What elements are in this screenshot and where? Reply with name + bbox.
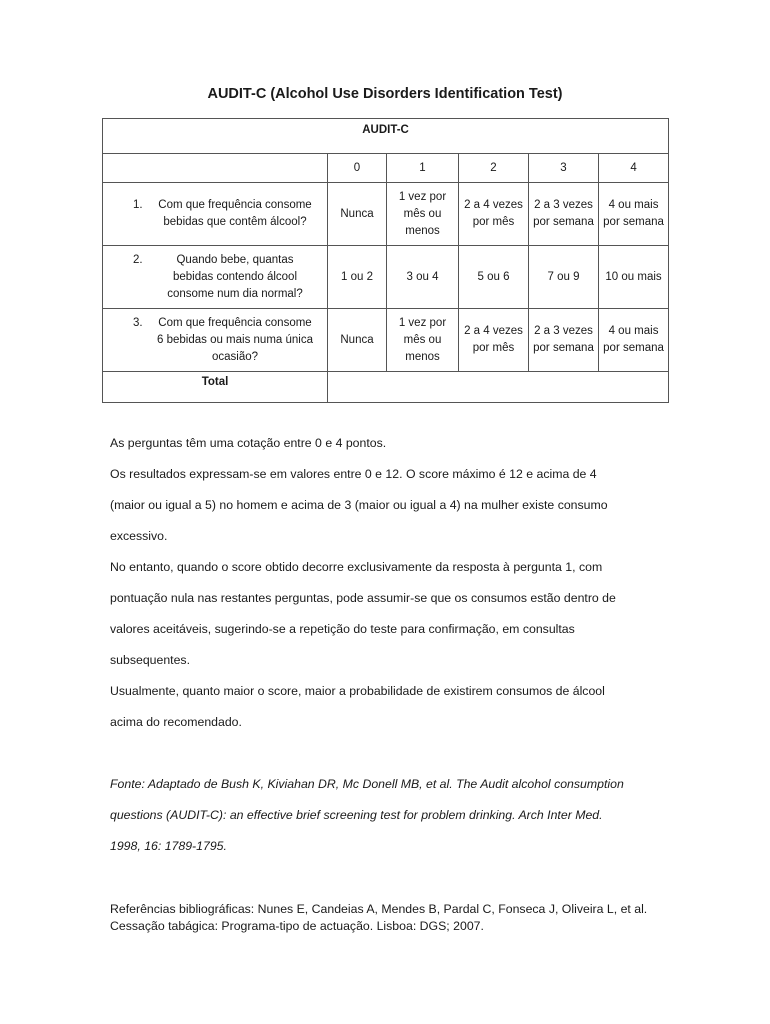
paragraph-results-line-3: excessivo. [110,529,168,543]
question-3-number: 3. [133,316,143,329]
question-1 [103,183,328,246]
paragraph-exception-line-1: No entanto, quando o score obtido decorre exclusivamente da resposta à pergunta 1, com [110,560,603,574]
score-header-0: 0 [328,154,387,183]
paragraph-exception-line-3: valores aceitáveis, sugerindo-se a repetição do teste para confirmação, em consultas [110,622,575,636]
answer-cell: Nunca [328,309,387,372]
question-1-text: Com que frequência consome bebidas que contêm álcool? [158,199,312,228]
paragraph-exception-line-4: subsequentes. [110,653,190,667]
references-line-2: Cessação tabágica: Programa-tipo de actuação. Lisboa: DGS; 2007. [110,919,484,933]
total-label: Total [103,372,328,403]
source-line-3: 1998, 16: 1789-1795. [110,839,227,853]
answer-cell: 4 ou mais por semana [599,183,669,246]
question-row-3 [103,309,669,372]
score-header-blank [103,154,328,183]
answer-cell: 1 vez por mês ou menos [387,309,459,372]
answer-cell: 2 a 4 vezes por mês [459,309,529,372]
score-header-4: 4 [599,154,669,183]
paragraph-scoring-range: As perguntas têm uma cotação entre 0 e 4 pontos. [110,436,387,450]
question-2-text: Quando bebe, quantas bebidas contendo álcool consome num dia normal? [167,253,303,300]
table-caption-row [103,119,669,154]
total-row [103,372,669,403]
question-1-number: 1. [133,199,143,211]
paragraph-usually-line-2: acima do recomendado. [110,715,242,729]
paragraph-usually-line-1: Usualmente, quanto maior o score, maior a probabilidade de existirem consumos de álcool [110,684,605,698]
answer-cell: Nunca [328,183,387,246]
total-value-cell [328,372,669,403]
score-header-2: 2 [459,154,529,183]
paragraph-exception-line-2: pontuação nula nas restantes perguntas, pode assumir-se que os consumos estão dentro de [110,591,616,605]
answer-cell: 2 a 3 vezes por semana [529,183,599,246]
score-header-3: 3 [529,154,599,183]
table-caption: AUDIT-C [103,119,669,154]
score-header-row [103,154,669,183]
paragraph-results-line-2: (maior ou igual a 5) no homem e acima de 3 (maior ou igual a 4) na mulher existe consumo [110,498,608,512]
question-2 [103,246,328,309]
answer-cell: 1 vez por mês ou menos [387,183,459,246]
references-line-1: Referências bibliográficas: Nunes E, Candeias A, Mendes B, Pardal C, Fonseca J, Oliveira L, et al. [110,902,648,916]
answer-cell: 5 ou 6 [459,246,529,309]
answer-cell: 2 a 3 vezes por semana [529,309,599,372]
score-header-1: 1 [387,154,459,183]
answer-cell: 7 ou 9 [529,246,599,309]
source-line-2: questions (AUDIT-C): an effective brief screening test for problem drinking. Arch Inter Med. [110,808,603,822]
question-row-1 [103,183,669,246]
audit-c-table [102,118,669,403]
answer-cell: 10 ou mais [599,246,669,309]
answer-cell: 3 ou 4 [387,246,459,309]
answer-cell: 4 ou mais por semana [599,309,669,372]
question-row-2 [103,246,669,309]
paragraph-results-line-1: Os resultados expressam-se em valores entre 0 e 12. O score máximo é 12 e acima de 4 [110,467,597,481]
document-title: AUDIT-C (Alcohol Use Disorders Identification Test) [207,86,563,102]
answer-cell: 2 a 4 vezes por mês [459,183,529,246]
source-line-1: Fonte: Adaptado de Bush K, Kiviahan DR, Mc Donell MB, et al. The Audit alcohol consumption [110,777,624,791]
question-2-number: 2. [133,253,143,266]
answer-cell: 1 ou 2 [328,246,387,309]
question-3-text: Com que frequência consome 6 bebidas ou mais numa única ocasião? [157,316,313,363]
question-3 [103,309,328,372]
